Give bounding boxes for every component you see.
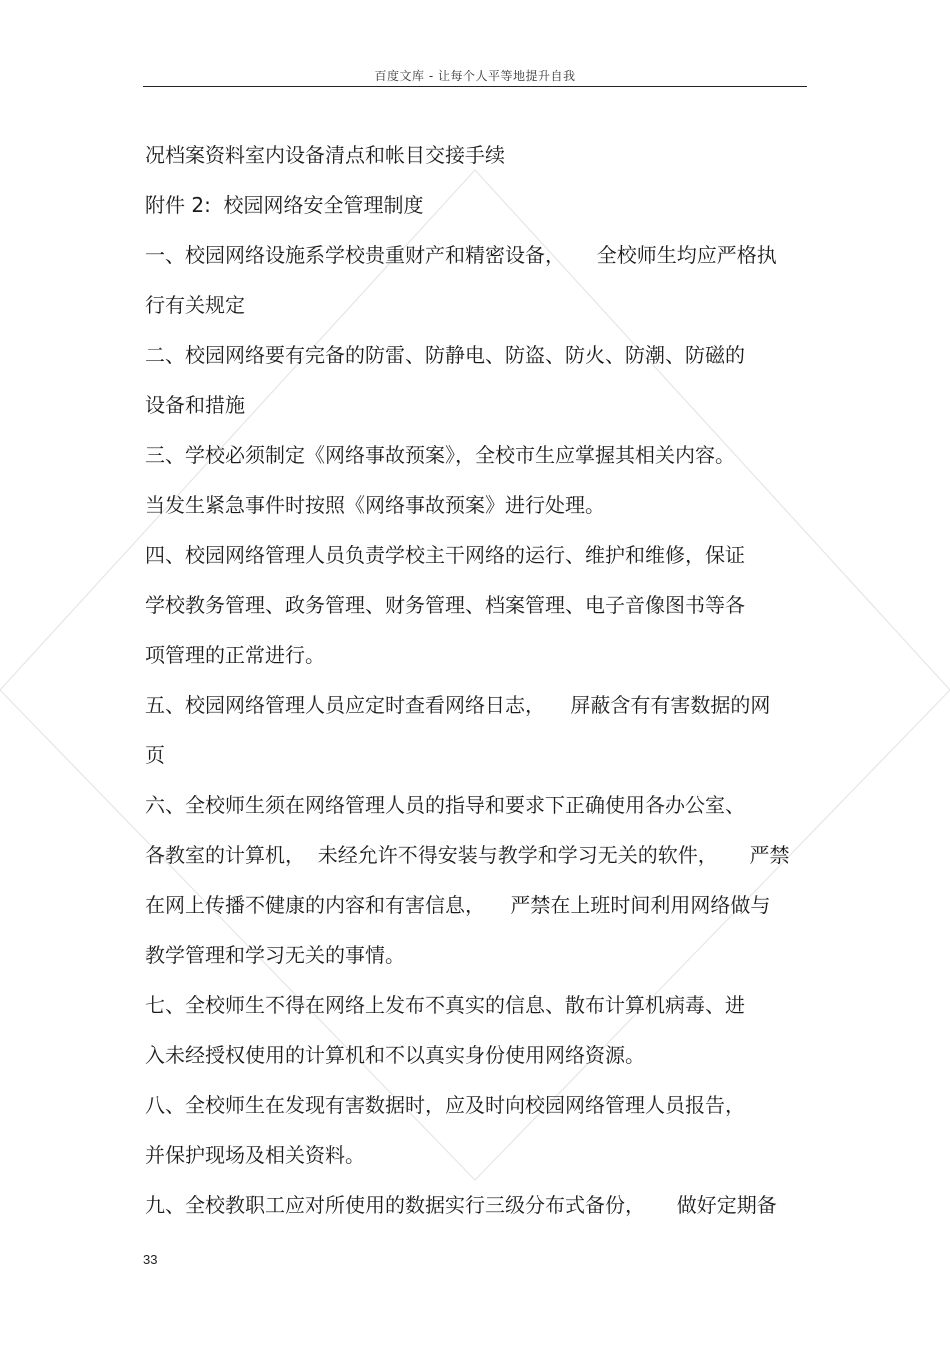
text-line: 项管理的正常进行。 xyxy=(145,643,325,667)
text-line: 设备和措施 xyxy=(145,393,245,417)
text-line: 九、全校教职工应对所使用的数据实行三级分布式备份， 做好定期备 xyxy=(145,1193,777,1217)
text-line: 三、学校必须制定《网络事故预案》，全校市生应掌握其相关内容。 xyxy=(145,443,735,467)
text-line: 附件 2: 校园网络安全管理制度 xyxy=(145,193,424,217)
text-line: 行有关规定 xyxy=(145,293,245,317)
text-line: 入未经授权使用的计算机和不以真实身份使用网络资源。 xyxy=(145,1043,645,1067)
document-body xyxy=(145,135,810,1235)
text-line: 在网上传播不健康的内容和有害信息， 严禁在上班时间利用网络做与 xyxy=(145,893,771,917)
text-line: 教学管理和学习无关的事情。 xyxy=(145,943,405,967)
text-line: 五、校园网络管理人员应定时查看网络日志， 屏蔽含有有害数据的网 xyxy=(145,693,771,717)
text-line: 页 xyxy=(145,743,165,767)
text-line: 并保护现场及相关资料。 xyxy=(145,1143,365,1167)
text-line: 学校教务管理、政务管理、财务管理、档案管理、电子音像图书等各 xyxy=(145,593,745,617)
text-line: 各教室的计算机， 未经允许不得安装与教学和学习无关的软件， 严禁 xyxy=(145,843,790,867)
text-line: 当发生紧急事件时按照《网络事故预案》进行处理。 xyxy=(145,493,605,517)
text-line: 二、校园网络要有完备的防雷、防静电、防盗、防火、防潮、防磁的 xyxy=(145,343,745,367)
page-number: 33 xyxy=(143,1252,158,1267)
text-line: 况档案资料室内设备清点和帐目交接手续 xyxy=(145,143,505,167)
text-line: 四、校园网络管理人员负责学校主干网络的运行、维护和维修，保证 xyxy=(145,543,745,567)
text-line: 一、校园网络设施系学校贵重财产和精密设备， 全校师生均应严格执 xyxy=(145,243,777,267)
header-divider xyxy=(143,86,807,87)
text-line: 六、全校师生须在网络管理人员的指导和要求下正确使用各办公室、 xyxy=(145,793,745,817)
page-header: 百度文库 - 让每个人平等地提升自我 xyxy=(374,69,576,83)
text-line: 八、全校师生在发现有害数据时，应及时向校园网络管理人员报告， xyxy=(145,1093,745,1117)
text-line: 七、全校师生不得在网络上发布不真实的信息、散布计算机病毒、进 xyxy=(145,993,745,1017)
